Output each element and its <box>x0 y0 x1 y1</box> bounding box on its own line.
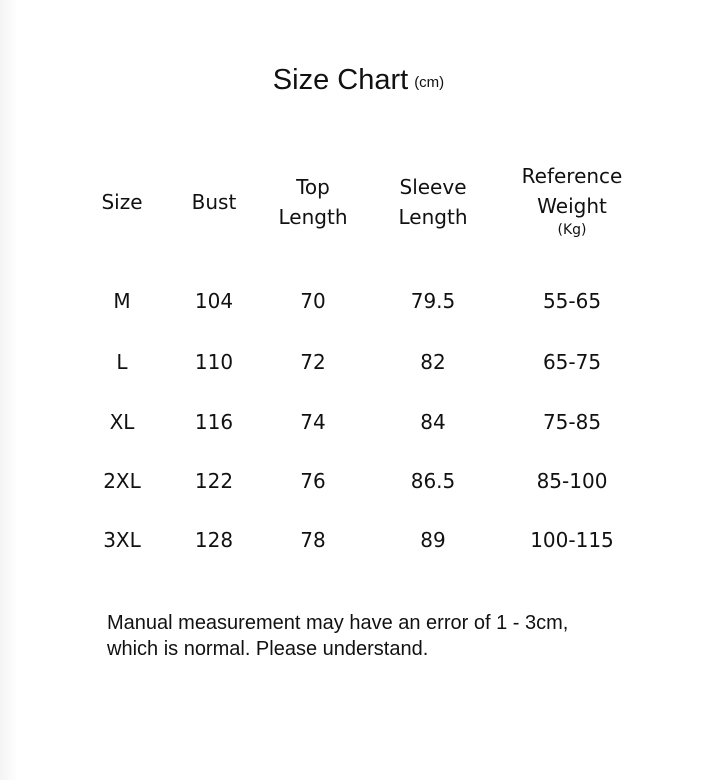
cell-bust: 110 <box>194 350 234 374</box>
cell-reference-weight: 75-85 <box>542 410 602 434</box>
cell-bust: 104 <box>194 289 234 313</box>
header-sleeve-length-line1: Sleeve <box>399 175 467 199</box>
cell-sleeve-length: 86.5 <box>410 469 456 493</box>
cell-top-length: 78 <box>300 528 326 552</box>
cell-top-length: 76 <box>300 469 326 493</box>
cell-size: XL <box>109 410 135 434</box>
measurement-note <box>107 610 667 662</box>
header-reference-weight-line1: Reference <box>521 164 623 188</box>
header-size <box>101 187 142 217</box>
cell-reference-weight: 65-75 <box>542 350 602 374</box>
cell-bust: 116 <box>194 410 234 434</box>
cell-bust: 122 <box>194 469 234 493</box>
header-sleeve-length <box>399 172 468 232</box>
header-top-length <box>279 172 348 232</box>
header-reference-weight-line2: Weight <box>537 194 607 218</box>
cell-sleeve-length: 82 <box>420 350 446 374</box>
cell-sleeve-length: 89 <box>420 528 446 552</box>
cell-sleeve-length: 84 <box>420 410 446 434</box>
header-size-label: Size <box>101 190 143 214</box>
cell-size: 2XL <box>103 469 141 493</box>
header-sleeve-length-line2: Length <box>398 205 468 229</box>
cell-reference-weight: 55-65 <box>542 289 602 313</box>
cell-size: M <box>113 289 131 313</box>
page-title <box>0 64 717 97</box>
cell-sleeve-length: 79.5 <box>410 289 456 313</box>
cell-size: L <box>116 350 128 374</box>
note-line-1: Manual measurement may have an error of 1 - 3cm, <box>107 612 569 634</box>
cell-bust: 128 <box>194 528 234 552</box>
note-line-2: which is normal. Please understand. <box>107 638 429 660</box>
header-reference-weight <box>522 161 623 239</box>
header-top-length-line2: Length <box>278 205 348 229</box>
header-bust <box>192 187 237 217</box>
page-edge-shade <box>0 0 18 780</box>
title-text: Size Chart <box>272 64 409 96</box>
cell-reference-weight: 100-115 <box>530 528 614 552</box>
cell-top-length: 70 <box>300 289 326 313</box>
header-top-length-line1: Top <box>296 175 330 199</box>
cell-reference-weight: 85-100 <box>536 469 608 493</box>
header-reference-weight-unit: (Kg) <box>557 222 587 238</box>
cell-top-length: 72 <box>300 350 326 374</box>
header-bust-label: Bust <box>191 190 237 214</box>
cell-size: 3XL <box>103 528 141 552</box>
cell-top-length: 74 <box>300 410 326 434</box>
title-unit: (cm) <box>414 74 445 91</box>
